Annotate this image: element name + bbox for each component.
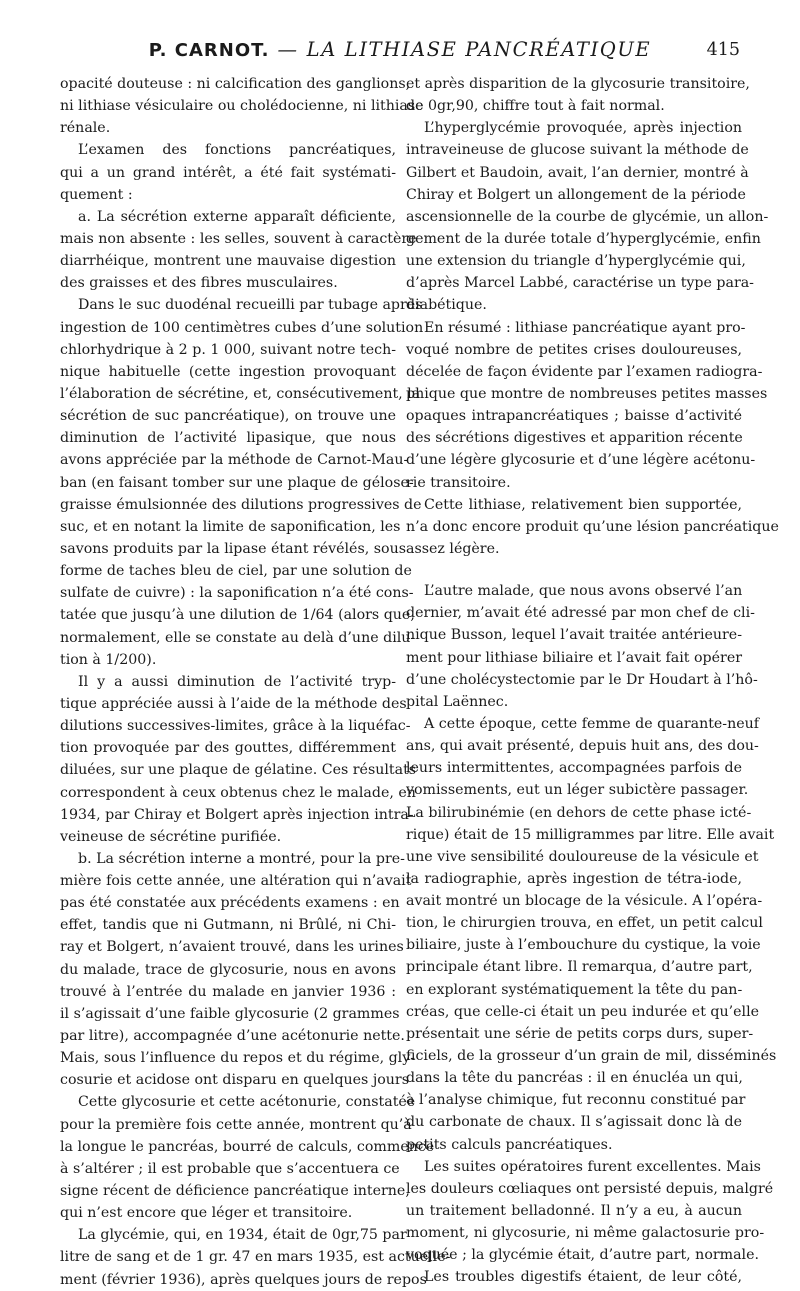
text-line: diarrhéique, montrent une mauvaise digestion [60, 253, 396, 270]
text-line: des sécrétions digestives et apparition récente [406, 430, 743, 447]
text-line: suc, et en notant la limite de saponification, les [60, 518, 401, 535]
text-line: rique) était de 15 milligrammes par litre. Elle avait [406, 826, 775, 843]
text-line: diluées, sur une plaque de gélatine. Ces résultats [60, 762, 417, 779]
text-line: nique habituelle (cette ingestion provoquant [60, 363, 396, 380]
text-line: tion provoquée par des gouttes, différemment [60, 740, 396, 757]
text-line: quement : [60, 186, 133, 203]
text-line: tion à 1/200). [60, 651, 157, 668]
text-line: avons appréciée par la méthode de Carnot-Mau- [60, 452, 409, 469]
text-line: Dans le suc duodénal recueilli par tubage après [78, 297, 423, 314]
text-line: présentait une série de petits corps durs, super- [406, 1025, 754, 1042]
text-line: à s’altérer ; il est probable que s’accentuera ce [60, 1160, 400, 1177]
text-line: savons produits par la lipase étant révélés, sous [60, 540, 406, 557]
text-line: forme de taches bleu de ciel, par une solution de [60, 563, 412, 580]
text-line: correspondent à ceux obtenus chez le malade, en [60, 784, 416, 801]
text-line: qui n’est encore que léger et transitoire. [60, 1205, 353, 1222]
page-number: 415 [706, 40, 740, 60]
text-line: l’élaboration de sécrétine, et, consécutivement, la [60, 385, 421, 402]
text-line: dans la tête du pancréas : il en énucléa un qui, [406, 1070, 743, 1087]
text-line: Cette glycosurie et cette acétonurie, constatée [78, 1094, 416, 1111]
text-line: ingestion de 100 centimètres cubes d’une solution [60, 319, 424, 336]
text-line: pital Laënnec. [406, 693, 509, 710]
text-line: principale étant libre. Il remarqua, d’autre part, [406, 959, 753, 976]
text-line: petits calculs pancréatiques. [406, 1136, 613, 1153]
text-line: dernier, m’avait été adressé par mon chef de cli- [406, 605, 755, 622]
text-line: 1934, par Chiray et Bolgert après injection intra- [60, 806, 414, 823]
right-text-column [406, 73, 779, 1289]
text-line: créas, que celle-ci était un peu indurée et qu’elle [406, 1003, 760, 1020]
text-line: en explorant systématiquement la tête du pan- [406, 981, 743, 998]
text-line: la radiographie, après ingestion de tétra-iode, [406, 870, 742, 887]
text-line: nique Busson, lequel l’avait traitée antérieure- [406, 627, 742, 644]
text-line: vomissements, eut un léger subictère passager. [406, 782, 749, 799]
text-line: qui a un grand intérêt, a été fait systémati- [60, 164, 396, 181]
text-line: intraveineuse de glucose suivant la méthode de [406, 142, 749, 159]
text-line: Gilbert et Baudoin, avait, l’an dernier, montré à [406, 164, 749, 181]
text-line: diminution de l’activité lipasique, que nous [60, 430, 396, 447]
text-line: La glycémie, qui, en 1934, était de 0gr,75 par [78, 1227, 407, 1244]
text-line: opacité douteuse : ni calcification des ganglions, [60, 76, 411, 92]
text-line: mière fois cette année, une altération qui n’avait [60, 873, 412, 890]
running-header [58, 38, 742, 68]
text-line: tion, le chirurgien trouva, en effet, un petit calcul [406, 915, 763, 932]
text-line: L’hyperglycémie provoquée, après injection [424, 120, 742, 137]
text-line: la longue le pancréas, bourré de calculs, commence [60, 1138, 435, 1155]
text-line: rie transitoire. [406, 474, 511, 491]
text-line: tique appréciée aussi à l’aide de la méthode des [60, 695, 407, 712]
text-line: Chiray et Bolgert un allongement de la période [406, 186, 746, 203]
text-line: tatée que jusqu’à une dilution de 1/64 (alors que, [60, 607, 415, 624]
text-line: du carbonate de chaux. Il s’agissait donc là de [406, 1114, 742, 1131]
header-author: P. CARNOT. [148, 40, 270, 61]
text-line: dilutions successives-limites, grâce à la liquéfac- [60, 718, 411, 735]
text-line: les douleurs cœliaques ont persisté depuis, malgré [406, 1180, 774, 1197]
text-line: décelée de façon évidente par l’examen radiogra- [406, 363, 763, 380]
text-line: ficiels, de la grosseur d’un grain de mil, disséminés [406, 1048, 777, 1065]
text-line: phique que montre de nombreuses petites masses [406, 385, 768, 402]
text-line: des graisses et des fibres musculaires. [60, 275, 338, 292]
text-line: L’examen des fonctions pancréatiques, [78, 142, 396, 159]
text-line: ans, qui avait présenté, depuis huit ans, des dou- [406, 738, 759, 755]
text-line: opaques intrapancréatiques ; baisse d’activité [406, 408, 742, 425]
text-line: et après disparition de la glycosurie transitoire, [406, 76, 750, 92]
text-line: a. La sécrétion externe apparaît déficiente, [78, 208, 396, 225]
text-line: assez légère. [406, 540, 500, 557]
text-line: A cette époque, cette femme de quarante-neuf [424, 715, 760, 732]
text-line: veineuse de sécrétine purifiée. [60, 828, 282, 845]
text-line: La bilirubinémie (en dehors de cette phase icté- [406, 804, 752, 821]
text-line: ni lithiase vésiculaire ou cholédocienne, ni lithiase [60, 98, 424, 115]
text-line: ascensionnelle de la courbe de glycémie, un allon- [406, 208, 769, 225]
text-line: du malade, trace de glycosurie, nous en avons [60, 961, 396, 978]
text-line: ban (en faisant tomber sur une plaque de gélose- [60, 474, 414, 491]
text-line: normalement, elle se constate au delà d’une dilu- [60, 629, 416, 646]
header-dash: — [277, 38, 299, 61]
text-line: chlorhydrique à 2 p. 1 000, suivant notre tech- [60, 341, 396, 358]
text-line: gement de la durée totale d’hyperglycémie, enfin [406, 230, 761, 247]
paragraph-gap [406, 560, 742, 580]
text-line: d’après Marcel Labbé, caractérise un type para- [406, 275, 754, 292]
text-line: une extension du triangle d’hyperglycémie qui, [406, 253, 746, 270]
text-line: signe récent de déficience pancréatique interne, [60, 1183, 410, 1200]
text-line: voquée ; la glycémie était, d’autre part, normale. [406, 1247, 759, 1264]
header-title [58, 38, 742, 61]
text-line: L’autre malade, que nous avons observé l’an [424, 583, 743, 600]
text-line: moment, ni glycosurie, ni même galactosurie pro- [406, 1225, 765, 1242]
text-line: avait montré un blocage de la vésicule. A l’opéra- [406, 893, 763, 910]
text-line: ment pour lithiase biliaire et l’avait fait opérer [406, 649, 742, 666]
text-line: effet, tandis que ni Gutmann, ni Brûlé, ni Chi- [60, 917, 396, 934]
text-line: pas été constatée aux précédents examens : en [60, 895, 400, 912]
text-line: Les troubles digestifs étaient, de leur côté, [424, 1269, 742, 1286]
header-subject: LA LITHIASE PANCRÉATIQUE [306, 38, 652, 61]
text-line: biliaire, juste à l’embouchure du cystique, la voie [406, 937, 761, 954]
text-line: il s’agissait d’une faible glycosurie (2 grammes [60, 1005, 400, 1022]
text-line: leurs intermittentes, accompagnées parfois de [406, 760, 742, 777]
text-line: n’a donc encore produit qu’une lésion pancréatique [406, 518, 779, 535]
text-line: Il y a aussi diminution de l’activité tryp- [78, 673, 396, 690]
text-line: trouvé à l’entrée du malade en janvier 1936 : [60, 983, 396, 1000]
text-line: voqué nombre de petites crises douloureuses, [406, 341, 742, 358]
text-line: d’une cholécystectomie par le Dr Houdart à l’hô- [406, 671, 758, 688]
text-line: litre de sang et de 1 gr. 47 en mars 1935, est actuelle- [60, 1249, 451, 1266]
text-line: b. La sécrétion interne a montré, pour la pre- [78, 850, 405, 867]
text-line: Cette lithiase, relativement bien supportée, [424, 496, 742, 513]
text-line: ment (février 1936), après quelques jours de repos [60, 1271, 427, 1288]
text-line: une vive sensibilité douloureuse de la vésicule et [406, 848, 759, 865]
text-line: diabétique. [406, 297, 487, 314]
text-line: mais non absente : les selles, souvent à caractère [60, 230, 417, 247]
text-line: cosurie et acidose ont disparu en quelques jours [60, 1072, 409, 1089]
text-line: un traitement belladonné. Il n’y a eu, à aucun [406, 1203, 742, 1220]
text-line: à l’analyse chimique, fut reconnu constitué par [406, 1092, 746, 1109]
text-line: d’une légère glycosurie et d’une légère acétonu- [406, 452, 756, 469]
text-line: sécrétion de suc pancréatique), on trouve une [60, 408, 396, 425]
text-line: Mais, sous l’influence du repos et du régime, gly- [60, 1050, 416, 1067]
text-line: pour la première fois cette année, montrent qu’à [60, 1116, 412, 1133]
text-line: sulfate de cuivre) : la saponification n’a été cons- [60, 585, 414, 602]
text-line: rénale. [60, 120, 111, 137]
text-line: de 0gr,90, chiffre tout à fait normal. [406, 98, 665, 115]
text-line: Les suites opératoires furent excellentes. Mais [424, 1158, 761, 1175]
text-line: ray et Bolgert, n’avaient trouvé, dans les urines [60, 939, 404, 956]
text-line: graisse émulsionnée des dilutions progressives de [60, 496, 422, 513]
text-line: par litre), accompagnée d’une acétonurie nette. [60, 1028, 405, 1045]
text-line: En résumé : lithiase pancréatique ayant pro- [424, 319, 746, 336]
